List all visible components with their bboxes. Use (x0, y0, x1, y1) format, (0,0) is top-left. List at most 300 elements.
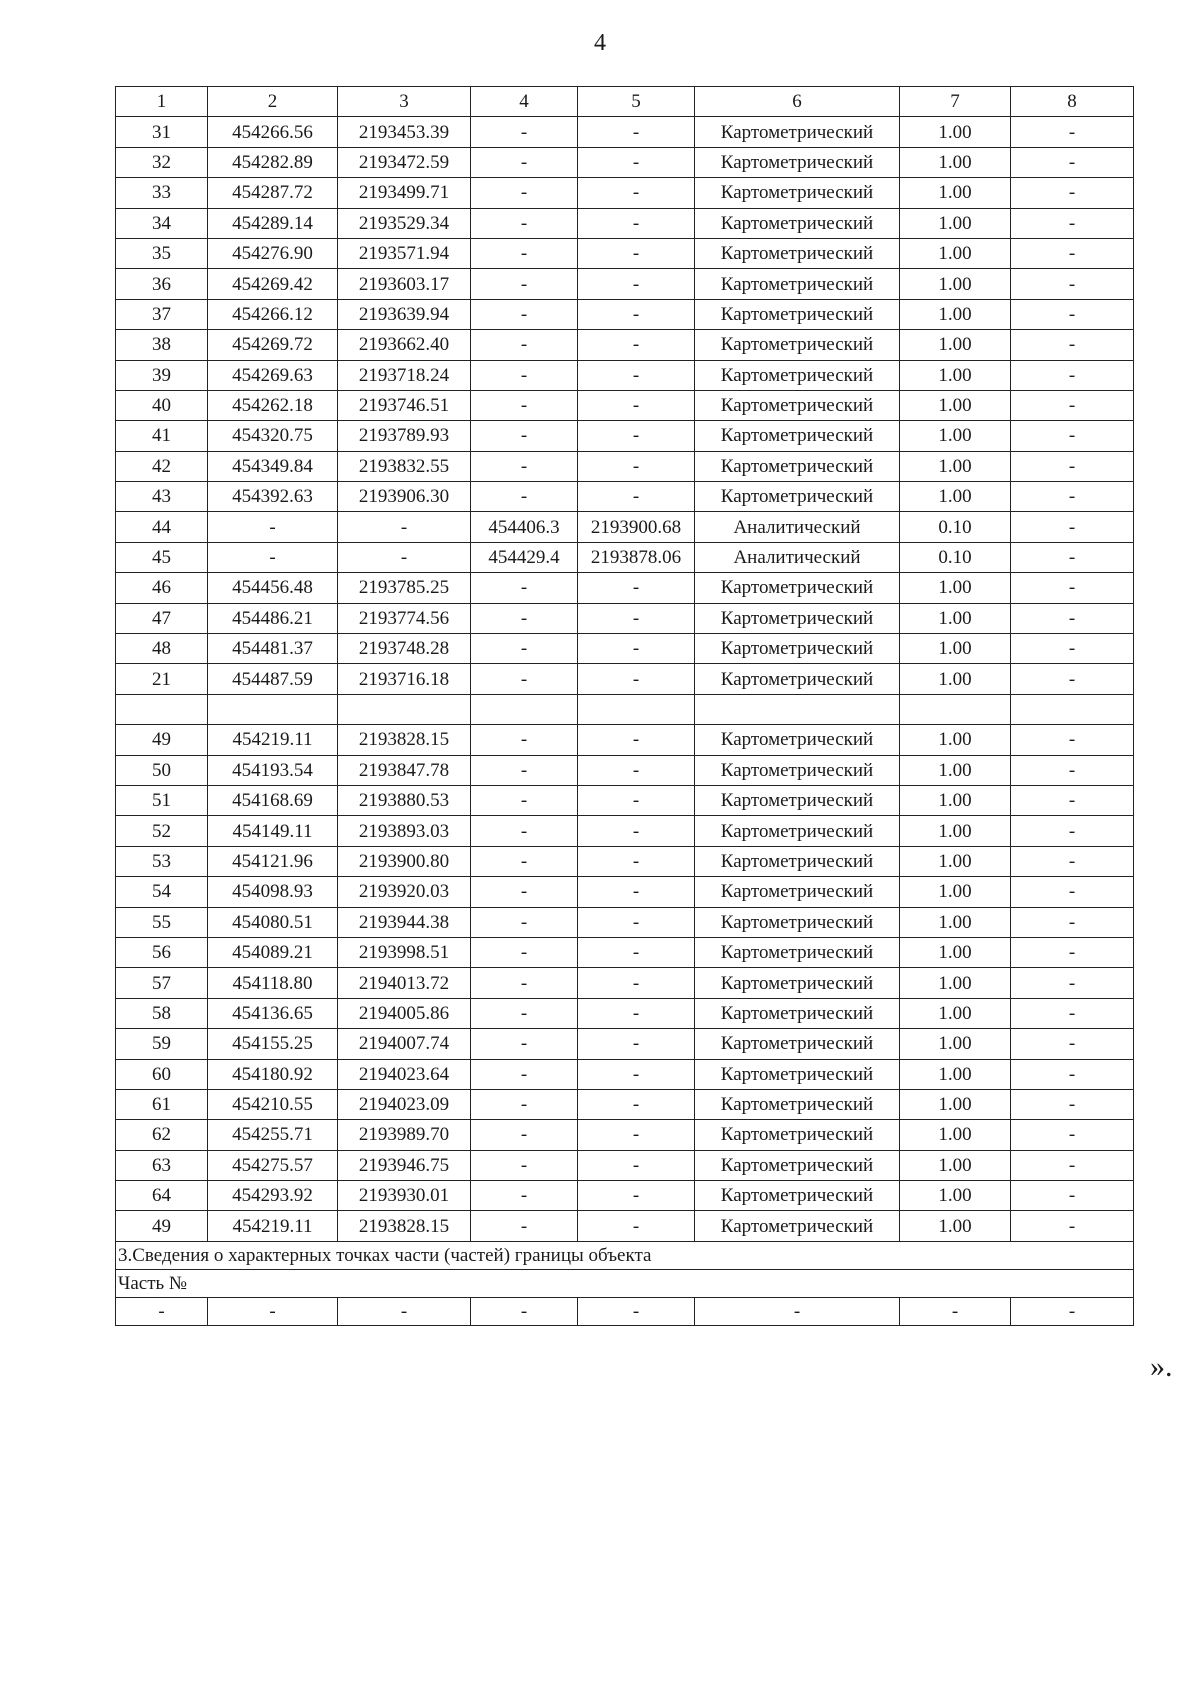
table-row (116, 1150, 1134, 1180)
table-cell: - (1011, 482, 1134, 512)
table-row (116, 299, 1134, 329)
table-cell: - (208, 1297, 338, 1325)
table-cell: - (578, 482, 695, 512)
table-cell: 1.00 (900, 1150, 1011, 1180)
table-cell: 55 (116, 907, 208, 937)
table-cell: - (578, 725, 695, 755)
table-cell: - (1011, 117, 1134, 147)
table-cell: - (578, 634, 695, 664)
table-cell: 1.00 (900, 451, 1011, 481)
table-row (116, 998, 1134, 1028)
table-cell: - (1011, 208, 1134, 238)
table-cell: - (578, 1089, 695, 1119)
table-cell: Картометрический (695, 330, 900, 360)
table-cell: - (338, 542, 471, 572)
table-cell: Картометрический (695, 725, 900, 755)
table-cell: 2193946.75 (338, 1150, 471, 1180)
table-cell: - (1011, 937, 1134, 967)
table-cell: Картометрический (695, 1029, 900, 1059)
table-cell: 454429.4 (471, 542, 578, 572)
table-cell: 2193878.06 (578, 542, 695, 572)
table-cell: 2194023.09 (338, 1089, 471, 1119)
table-cell: - (471, 117, 578, 147)
table-cell: 454276.90 (208, 238, 338, 268)
table-cell: 454155.25 (208, 1029, 338, 1059)
table-cell: 2193828.15 (338, 725, 471, 755)
table-row (116, 330, 1134, 360)
table-cell: 54 (116, 877, 208, 907)
table-cell: 7 (900, 87, 1011, 117)
table-cell: 1.00 (900, 238, 1011, 268)
table-cell: 36 (116, 269, 208, 299)
table-cell: 454266.56 (208, 117, 338, 147)
table-cell: - (1011, 1059, 1134, 1089)
table-cell: - (471, 998, 578, 1028)
table-cell: 454287.72 (208, 178, 338, 208)
table-cell: - (578, 1059, 695, 1089)
table-cell: - (578, 208, 695, 238)
blank-separator-row (116, 694, 1134, 724)
table-cell: 41 (116, 421, 208, 451)
table-cell: 50 (116, 755, 208, 785)
table-cell: 44 (116, 512, 208, 542)
table-cell: 454118.80 (208, 968, 338, 998)
table-cell: 1.00 (900, 846, 1011, 876)
table-cell: 45 (116, 542, 208, 572)
table-cell: 2193828.15 (338, 1211, 471, 1241)
table-cell: - (578, 755, 695, 785)
table-cell: 454210.55 (208, 1089, 338, 1119)
table-cell: 2193785.25 (338, 573, 471, 603)
table-cell: Картометрический (695, 482, 900, 512)
table-cell: - (208, 542, 338, 572)
table-cell: Картометрический (695, 1150, 900, 1180)
table-cell: - (578, 330, 695, 360)
table-row (116, 603, 1134, 633)
table-cell: 454293.92 (208, 1181, 338, 1211)
table-cell: 46 (116, 573, 208, 603)
table-cell: 47 (116, 603, 208, 633)
empty-cell (900, 694, 1011, 724)
table-cell: - (1011, 846, 1134, 876)
table-cell: 33 (116, 178, 208, 208)
header-row (116, 87, 1134, 117)
table-row (116, 755, 1134, 785)
table-cell: Картометрический (695, 664, 900, 694)
table-cell: 1.00 (900, 390, 1011, 420)
table-cell: 64 (116, 1181, 208, 1211)
table-cell: 1.00 (900, 603, 1011, 633)
table-cell: - (338, 512, 471, 542)
table-cell: 1.00 (900, 1211, 1011, 1241)
table-cell: - (471, 360, 578, 390)
table-cell: Картометрический (695, 1181, 900, 1211)
table-cell: - (1011, 998, 1134, 1028)
table-cell: 454269.63 (208, 360, 338, 390)
table-cell: Картометрический (695, 937, 900, 967)
table-row (116, 968, 1134, 998)
table-cell: 1.00 (900, 664, 1011, 694)
table-cell: 32 (116, 147, 208, 177)
table-cell: - (578, 1211, 695, 1241)
table-row (116, 846, 1134, 876)
table-cell: 56 (116, 937, 208, 967)
table-row (116, 1089, 1134, 1119)
table-cell: 1.00 (900, 573, 1011, 603)
table-cell: Картометрический (695, 846, 900, 876)
table-cell: - (1011, 451, 1134, 481)
table-cell: Картометрический (695, 269, 900, 299)
table-cell: 1.00 (900, 785, 1011, 815)
table-cell: 51 (116, 785, 208, 815)
table-row (116, 1029, 1134, 1059)
table-cell: - (578, 269, 695, 299)
table-cell: 2193930.01 (338, 1181, 471, 1211)
table-cell: 61 (116, 1089, 208, 1119)
table-row (116, 208, 1134, 238)
table-cell: 2193906.30 (338, 482, 471, 512)
table-cell: - (578, 147, 695, 177)
table-cell: - (471, 968, 578, 998)
table-cell: - (578, 451, 695, 481)
table-cell: 49 (116, 1211, 208, 1241)
table-row (116, 147, 1134, 177)
table-cell: - (578, 664, 695, 694)
table-cell: - (578, 421, 695, 451)
table-row (116, 178, 1134, 208)
table-cell: - (578, 603, 695, 633)
table-cell: - (578, 968, 695, 998)
table-cell: 2193472.59 (338, 147, 471, 177)
table-row (116, 816, 1134, 846)
table-cell: Картометрический (695, 147, 900, 177)
table-row (116, 512, 1134, 542)
table-cell: 1.00 (900, 208, 1011, 238)
table-cell: 2193662.40 (338, 330, 471, 360)
page-number: 4 (594, 30, 606, 56)
table-cell: - (471, 816, 578, 846)
table-cell: 454255.71 (208, 1120, 338, 1150)
table-cell: - (578, 846, 695, 876)
table-cell: 21 (116, 664, 208, 694)
table-cell: 2193748.28 (338, 634, 471, 664)
table-cell: - (1011, 725, 1134, 755)
table-cell: - (471, 664, 578, 694)
table-cell: 454282.89 (208, 147, 338, 177)
table-cell: 454266.12 (208, 299, 338, 329)
table-cell: - (578, 1120, 695, 1150)
table-cell: 454262.18 (208, 390, 338, 420)
table-cell: 4 (471, 87, 578, 117)
table-cell: 42 (116, 451, 208, 481)
table-cell: - (1011, 330, 1134, 360)
part-label-cell: Часть № (116, 1269, 1134, 1297)
table-row (116, 573, 1134, 603)
table-cell: Картометрический (695, 238, 900, 268)
table-cell: 454168.69 (208, 785, 338, 815)
table-cell: Картометрический (695, 1211, 900, 1241)
table-cell: 57 (116, 968, 208, 998)
table-cell: - (471, 634, 578, 664)
table-cell: 1.00 (900, 755, 1011, 785)
table-cell: - (471, 1211, 578, 1241)
table-cell: - (471, 1297, 578, 1325)
table-cell: Картометрический (695, 755, 900, 785)
empty-cell (578, 694, 695, 724)
table-cell: - (578, 816, 695, 846)
table-cell: 1.00 (900, 998, 1011, 1028)
table-cell: 1.00 (900, 269, 1011, 299)
table-cell: 1.00 (900, 421, 1011, 451)
table-cell: - (471, 1089, 578, 1119)
table-cell: 53 (116, 846, 208, 876)
table-row (116, 482, 1134, 512)
table-cell: 35 (116, 238, 208, 268)
table-cell: - (471, 330, 578, 360)
table-cell: 1.00 (900, 725, 1011, 755)
table-cell: Картометрический (695, 968, 900, 998)
table-cell: 1.00 (900, 482, 1011, 512)
table-cell: - (471, 573, 578, 603)
table-row (116, 1059, 1134, 1089)
table-cell: Картометрический (695, 603, 900, 633)
table-cell: 2193453.39 (338, 117, 471, 147)
table-cell: - (1011, 1029, 1134, 1059)
table-row (116, 451, 1134, 481)
table-cell: 454289.14 (208, 208, 338, 238)
table-cell: - (578, 998, 695, 1028)
table-cell: 454219.11 (208, 1211, 338, 1241)
table-cell: 52 (116, 816, 208, 846)
table-cell: 454089.21 (208, 937, 338, 967)
table-cell: 454121.96 (208, 846, 338, 876)
table-cell: - (1011, 907, 1134, 937)
table-cell: 8 (1011, 87, 1134, 117)
table-cell: Картометрический (695, 208, 900, 238)
table-row (116, 390, 1134, 420)
table-cell: - (471, 482, 578, 512)
table-cell: 454456.48 (208, 573, 338, 603)
table-row (116, 117, 1134, 147)
table-row (116, 360, 1134, 390)
table-cell: 2193893.03 (338, 816, 471, 846)
table-cell: - (471, 451, 578, 481)
table-cell: 1.00 (900, 1059, 1011, 1089)
table-cell: - (208, 512, 338, 542)
table-cell: - (578, 1150, 695, 1180)
table-cell: - (1011, 299, 1134, 329)
table-cell: - (116, 1297, 208, 1325)
table-cell: 2194023.64 (338, 1059, 471, 1089)
table-row (116, 238, 1134, 268)
table-cell: - (471, 785, 578, 815)
table-cell: 454098.93 (208, 877, 338, 907)
table-cell: - (471, 907, 578, 937)
table-cell: 2193880.53 (338, 785, 471, 815)
table-cell: 1.00 (900, 1120, 1011, 1150)
table-cell: Картометрический (695, 360, 900, 390)
table-cell: 2193789.93 (338, 421, 471, 451)
table-cell: - (1011, 1297, 1134, 1325)
section-title-cell: 3.Сведения о характерных точках части (частей) границы объекта (116, 1241, 1134, 1269)
table-cell: 1 (116, 87, 208, 117)
table-cell: 2193746.51 (338, 390, 471, 420)
table-cell: - (1011, 603, 1134, 633)
table-cell: - (695, 1297, 900, 1325)
table-row (116, 785, 1134, 815)
table-cell: Картометрический (695, 907, 900, 937)
table-cell: - (471, 755, 578, 785)
table-cell: 2193718.24 (338, 360, 471, 390)
empty-cell (1011, 694, 1134, 724)
table-cell: Картометрический (695, 451, 900, 481)
table-cell: - (1011, 664, 1134, 694)
table-cell: - (578, 1181, 695, 1211)
table-cell: - (1011, 755, 1134, 785)
table-cell: - (471, 421, 578, 451)
table-cell: - (471, 846, 578, 876)
table-cell: - (1011, 269, 1134, 299)
table-cell: - (471, 299, 578, 329)
table-cell: - (471, 725, 578, 755)
table-cell: 1.00 (900, 330, 1011, 360)
table-cell: - (578, 573, 695, 603)
table-cell: 31 (116, 117, 208, 147)
table-cell: 454275.57 (208, 1150, 338, 1180)
table-cell: 1.00 (900, 968, 1011, 998)
table-cell: 3 (338, 87, 471, 117)
table-cell: - (1011, 1089, 1134, 1119)
table-cell: 454320.75 (208, 421, 338, 451)
table-cell: - (1011, 512, 1134, 542)
table-cell: 62 (116, 1120, 208, 1150)
table-cell: 2193998.51 (338, 937, 471, 967)
table-cell: Картометрический (695, 634, 900, 664)
table-cell: - (471, 238, 578, 268)
table-cell: 454149.11 (208, 816, 338, 846)
table-cell: - (578, 1297, 695, 1325)
table-body (116, 87, 1134, 1326)
table-cell: Аналитический (695, 542, 900, 572)
table-cell: 454349.84 (208, 451, 338, 481)
table-cell: 1.00 (900, 360, 1011, 390)
table-cell: Картометрический (695, 998, 900, 1028)
table-cell: 454219.11 (208, 725, 338, 755)
table-cell: - (900, 1297, 1011, 1325)
table-cell: 454180.92 (208, 1059, 338, 1089)
table-cell: - (1011, 178, 1134, 208)
table-row (116, 634, 1134, 664)
table-cell: 2193832.55 (338, 451, 471, 481)
table-cell: 2193774.56 (338, 603, 471, 633)
table-cell: 1.00 (900, 907, 1011, 937)
table-cell: - (1011, 1120, 1134, 1150)
table-cell: - (1011, 147, 1134, 177)
table-cell: - (471, 208, 578, 238)
table-cell: 2194007.74 (338, 1029, 471, 1059)
table-cell: 454406.3 (471, 512, 578, 542)
table-cell: 2193900.80 (338, 846, 471, 876)
empty-cell (695, 694, 900, 724)
table-cell: 2194005.86 (338, 998, 471, 1028)
table-cell: 454487.59 (208, 664, 338, 694)
table-row (116, 907, 1134, 937)
table-cell: 454193.54 (208, 755, 338, 785)
table-cell: 1.00 (900, 117, 1011, 147)
table-row (116, 542, 1134, 572)
table-cell: Картометрический (695, 421, 900, 451)
table-cell: 1.00 (900, 299, 1011, 329)
table-cell: - (1011, 390, 1134, 420)
table-cell: - (338, 1297, 471, 1325)
table-cell: 1.00 (900, 178, 1011, 208)
table-cell: 5 (578, 87, 695, 117)
table-cell: - (1011, 877, 1134, 907)
table-cell: 34 (116, 208, 208, 238)
table-cell: - (1011, 1211, 1134, 1241)
table-cell: 2193944.38 (338, 907, 471, 937)
table-cell: - (471, 1059, 578, 1089)
table-cell: 0.10 (900, 512, 1011, 542)
table-cell: - (1011, 573, 1134, 603)
table-cell: 43 (116, 482, 208, 512)
table-cell: Картометрический (695, 299, 900, 329)
table-row (116, 1181, 1134, 1211)
table-cell: - (1011, 968, 1134, 998)
table-cell: Картометрический (695, 877, 900, 907)
table-cell: 58 (116, 998, 208, 1028)
table-cell: 2193847.78 (338, 755, 471, 785)
table-cell: 37 (116, 299, 208, 329)
table-cell: 2193716.18 (338, 664, 471, 694)
table-cell: 2194013.72 (338, 968, 471, 998)
table-cell: - (578, 299, 695, 329)
table-cell: 2193989.70 (338, 1120, 471, 1150)
table-cell: 1.00 (900, 147, 1011, 177)
table-cell: - (471, 603, 578, 633)
table-row (116, 1297, 1134, 1325)
table-cell: - (1011, 816, 1134, 846)
table-row (116, 725, 1134, 755)
table-cell: 1.00 (900, 816, 1011, 846)
table-cell: Картометрический (695, 573, 900, 603)
table-cell: 454080.51 (208, 907, 338, 937)
table-cell: - (578, 360, 695, 390)
table-cell: - (1011, 542, 1134, 572)
table-cell: - (1011, 634, 1134, 664)
table-cell: - (1011, 785, 1134, 815)
table-row (116, 1211, 1134, 1241)
table-cell: - (578, 1029, 695, 1059)
table-cell: 1.00 (900, 937, 1011, 967)
table-cell: Картометрический (695, 1059, 900, 1089)
table-cell: 2193603.17 (338, 269, 471, 299)
table-cell: 454136.65 (208, 998, 338, 1028)
table-row (116, 877, 1134, 907)
empty-cell (471, 694, 578, 724)
empty-cell (338, 694, 471, 724)
table-cell: 60 (116, 1059, 208, 1089)
table-cell: 40 (116, 390, 208, 420)
table-cell: - (1011, 1181, 1134, 1211)
table-cell: - (578, 877, 695, 907)
table-cell: 454486.21 (208, 603, 338, 633)
empty-cell (116, 694, 208, 724)
table-cell: 1.00 (900, 634, 1011, 664)
table-row (116, 1120, 1134, 1150)
table-cell: Картометрический (695, 1089, 900, 1119)
table-cell: - (1011, 421, 1134, 451)
